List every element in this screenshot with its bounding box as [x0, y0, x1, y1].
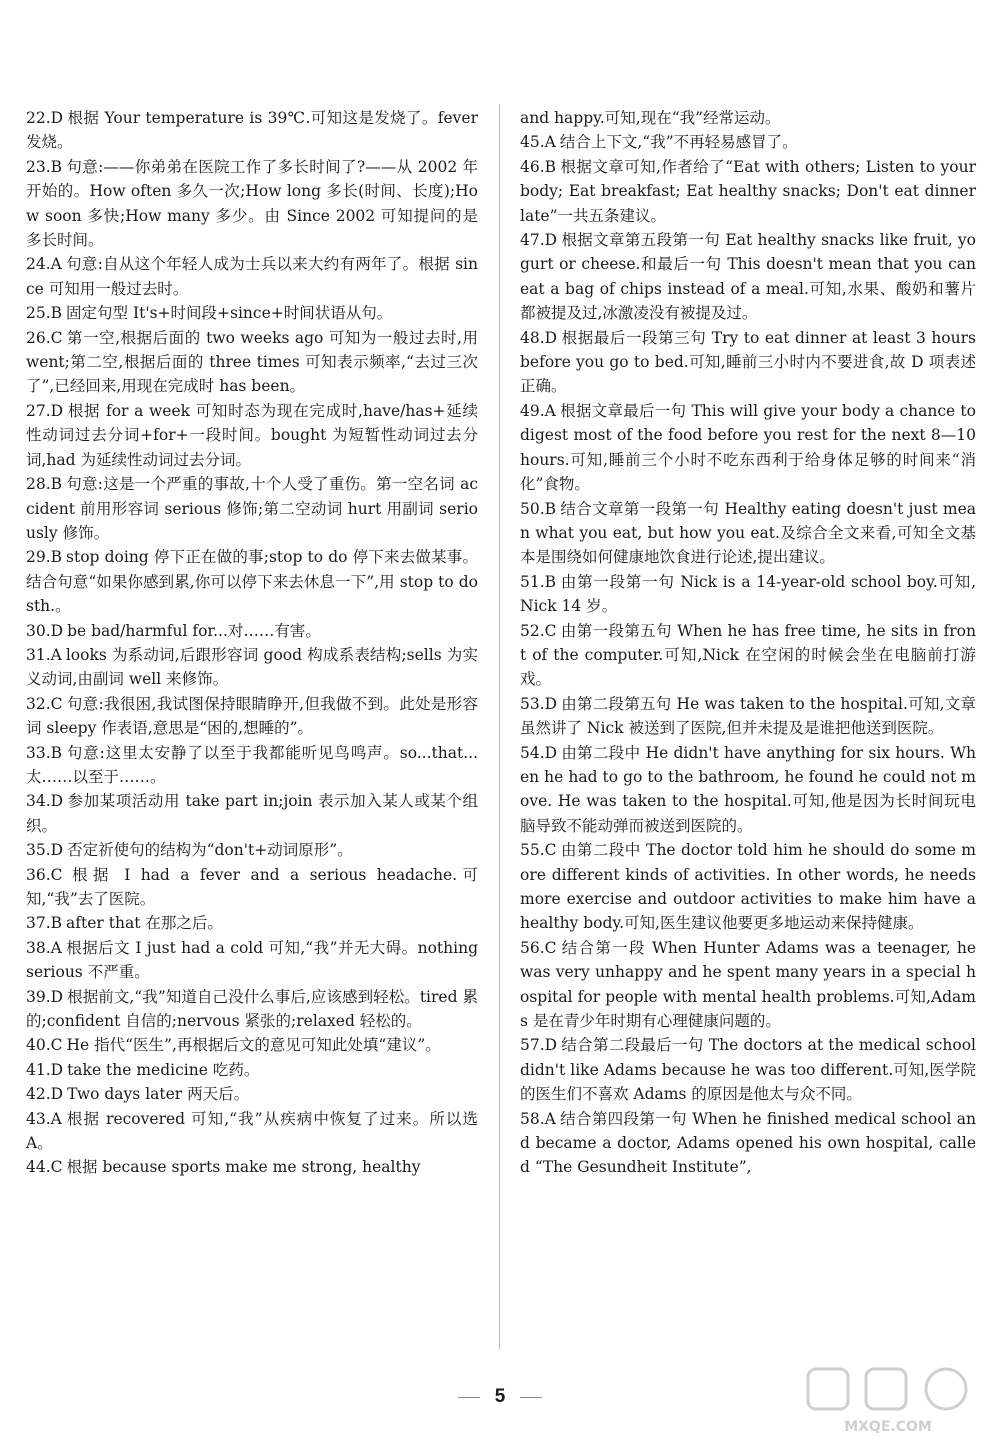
answer-explanation: 结合上下文,“我”不再轻易感冒了。 [559, 133, 798, 152]
answer-number: 44.C [26, 1158, 63, 1177]
answer-number: 29.B [26, 548, 63, 567]
answer-number: 37.B [26, 914, 63, 933]
answer-number: 27.D [26, 401, 64, 420]
answer-number: 49.A [520, 401, 556, 420]
answer-explanation: 根据 recovered 可知,“我”从疾病中恢复了过来。所以选 A。 [26, 1109, 478, 1153]
answer-explanation: take the medicine 吃药。 [67, 1060, 260, 1079]
answer-entry [520, 619, 976, 692]
answer-explanation: looks 为系动词,后跟形容词 good 构成系表结构;sells 为实义动词,由副词 well 来修饰。 [26, 645, 478, 689]
answer-entry [26, 1058, 478, 1082]
answer-entry [26, 741, 478, 790]
answer-number: 46.B [520, 157, 557, 176]
answer-number: 32.C [26, 694, 63, 713]
answer-number: 22.D [26, 109, 64, 127]
answer-explanation: 句意:这是一个严重的事故,十个人受了重伤。第一空名词 accident 前用形容词 serious 修饰;第二空动词 hurt 用副词 seriously 修饰。 [26, 475, 478, 542]
answer-number: 58.A [520, 1109, 556, 1128]
answer-explanation: 结合第二段最后一句 The doctors at the medical school didn't like Adams because he was too different.可知,医学院的医生们不喜欢 Adams 的原因是他太与众不同。 [520, 1036, 976, 1104]
answer-number: 42.D [26, 1085, 64, 1104]
answer-entry [520, 399, 976, 497]
answer-explanation: 根据 I had a fever and a serious headache.可知,“我”去了医院。 [26, 865, 478, 908]
answer-entry [26, 619, 478, 643]
answer-explanation: 由第二段中 He didn't have anything for six hours. When he had to go to the bathroom, he found he could not move. He was taken to the hospital.可知,他是因为长时间玩电脑导致不能动弹而被送到医院的。 [520, 743, 976, 835]
answer-explanation: 根据 Your temperature is 39℃.可知这是发烧了。fever 发烧。 [26, 109, 478, 152]
answer-number: 39.D [26, 987, 64, 1006]
answer-number: 56.C [520, 938, 557, 957]
answer-number: 33.B [26, 743, 63, 762]
answer-number: 51.B [520, 572, 557, 591]
answer-explanation: stop doing 停下正在做的事;stop to do 停下来去做某事。结合句意“如果你感到累,你可以停下来去休息一下”,用 stop to do sth.。 [26, 548, 478, 616]
watermark-text: MXQE.COM [844, 1419, 932, 1435]
answer-explanation: 根据文章第五段第一句 Eat healthy snacks like fruit, yogurt or cheese.和最后一句 This doesn't mean that you can eat a bag of chips instead of a meal.可知,水果、酸奶和薯片都被提及过,冰激凌没有被提及过。 [520, 231, 976, 323]
answer-entry [26, 301, 478, 325]
watermark-logo [788, 1365, 988, 1437]
answer-explanation: 由第二段第五句 He was taken to the hospital.可知,文章虽然讲了 Nick 被送到了医院,但并未提及是谁把他送到医院。 [520, 694, 976, 738]
answer-number: 28.B [26, 475, 63, 494]
answer-number: 24.A [26, 255, 62, 274]
answer-explanation: 句意:这里太安静了以至于我都能听见鸟鸣声。so...that...太……以至于……。 [26, 743, 478, 786]
answer-number: 40.C [26, 1036, 63, 1055]
answer-entry [520, 741, 976, 839]
answer-entry [26, 106, 478, 155]
answer-entry [26, 545, 478, 618]
answer-explanation: 结合第一段 When Hunter Adams was a teenager, he was very unhappy and he spent many years in a special hospital for people with mental health problems.可知,Adams 是在青少年时期有心理健康问题的。 [520, 938, 976, 1031]
answer-entry [26, 1033, 478, 1057]
answer-entry [520, 130, 976, 154]
answer-explanation: 根据后文 I just had a cold 可知,“我”并无大碍。nothing serious 不严重。 [26, 938, 478, 982]
answer-entry [26, 1155, 478, 1179]
answer-explanation: 根据前文,“我”知道自己没什么事后,应该感到轻松。tired 累的;confident 自信的;nervous 紧张的;relaxed 轻松的。 [26, 987, 478, 1031]
answer-entry [26, 911, 478, 935]
answer-entry [26, 985, 478, 1034]
answer-number: 47.D [520, 231, 558, 250]
answer-entry [26, 1082, 478, 1106]
answer-number: 31.A [26, 645, 62, 664]
answer-entry [26, 155, 478, 253]
answer-explanation: 结合文章第一段第一句 Healthy eating doesn't just mean what you eat, but how you eat.及综合全文来看,可知全文基本是围绕如何健康地饮食进行论述,提出建议。 [520, 499, 976, 567]
page-number: 5 [494, 1386, 506, 1407]
answer-explanation: He 指代“医生”,再根据后文的意见可知此处填“建议”。 [66, 1036, 441, 1055]
answer-entry [26, 789, 478, 838]
answer-explanation: 参加某项活动用 take part in;join 表示加入某人或某个组织。 [26, 792, 478, 835]
answer-number: 35.D [26, 841, 64, 860]
footer-dash-left [458, 1397, 480, 1398]
answer-number: 30.D [26, 621, 64, 640]
answer-number: 43.A [26, 1109, 62, 1128]
answer-explanation: 根据 because sports make me strong, healthy [66, 1158, 421, 1177]
answer-entry [26, 838, 478, 862]
answer-explanation: 否定祈使句的结构为“don't+动词原形”。 [67, 841, 353, 860]
answer-entry [26, 1107, 478, 1156]
answer-number: 36.C [26, 865, 63, 884]
answer-explanation: 由第一段第五句 When he has free time, he sits in front of the computer.可知,Nick 在空闲的时候会坐在电脑前打游戏。 [520, 621, 976, 689]
left-column [26, 106, 478, 1180]
answer-explanation: 根据 for a week 可知时态为现在完成时,have/has+延续性动词过去分词+for+一段时间。bought 为短暂性动词过去分词,had 为延续性动词过去分词。 [26, 401, 478, 469]
answer-number: 53.D [520, 694, 558, 713]
answer-entry [26, 252, 478, 301]
answer-entry [26, 643, 478, 692]
answer-number: 34.D [26, 792, 64, 811]
answer-number: 45.A [520, 133, 556, 152]
answer-entry [520, 570, 976, 619]
answer-entry [26, 472, 478, 545]
answer-explanation: 第一空,根据后面的 two weeks ago 可知为一般过去时,用 went;第二空,根据后面的 three times 可知表示频率,“去过三次了”,已经回来,用现在完成时 has been。 [26, 328, 478, 396]
answer-number: 48.D [520, 328, 558, 347]
answer-entry [520, 155, 976, 228]
answer-explanation: and happy.可知,现在“我”经常运动。 [520, 109, 781, 127]
answer-entry [520, 106, 976, 130]
answer-explanation: 根据最后一段第三句 Try to eat dinner at least 3 hours before you go to bed.可知,睡前三小时内不要进食,故 D 项表述正确。 [520, 328, 976, 396]
answer-explanation: 由第一段第一句 Nick is a 14-year-old school boy.可知,Nick 14 岁。 [520, 572, 976, 616]
answer-entry [520, 1107, 976, 1180]
answer-number: 38.A [26, 938, 62, 957]
answer-explanation: 根据文章可知,作者给了“Eat with others; Listen to your body; Eat breakfast; Eat healthy snacks; Don't eat dinner late”一共五条建议。 [520, 157, 976, 225]
answer-entry [26, 936, 478, 985]
answer-entry [520, 228, 976, 326]
answer-explanation: 结合第四段第一句 When he finished medical school and became a doctor, Adams opened his own hospital, called “The Gesundheit Institute”, [520, 1109, 976, 1177]
answer-entry [26, 692, 478, 741]
answer-number: 57.D [520, 1036, 558, 1055]
right-column [520, 106, 976, 1180]
answer-entry [520, 838, 976, 936]
answer-entry [520, 1033, 976, 1106]
answer-entry [26, 399, 478, 472]
answer-explanation: 固定句型 It's+时间段+since+时间状语从句。 [66, 304, 393, 323]
footer-dash-right [520, 1397, 542, 1398]
answer-stamp-icon [808, 1369, 966, 1409]
answer-number: 52.C [520, 621, 557, 640]
answer-number: 23.B [26, 157, 63, 176]
answer-explanation: 根据文章最后一句 This will give your body a chance to digest most of the food before you rest for the next 8—10 hours.可知,睡前三个小时不吃东西利于给身体足够的时间来“消化”食物。 [520, 401, 976, 494]
answer-number: 25.B [26, 304, 63, 323]
answer-explanation: 句意:——你弟弟在医院工作了多长时间了?——从 2002 年开始的。How often 多久一次;How long 多长(时间、长度);How soon 多快;How many 多少。由 Since 2002 可知提问的是多长时间。 [26, 157, 478, 250]
answer-number: 26.C [26, 328, 63, 347]
answer-explanation: 由第二段中 The doctor told him he should do some more different kinds of activities. In other words, he needs more exercise and outdoor activities to make him have a healthy body.可知,医生建议他要更多地运动来保持健康。 [520, 841, 976, 933]
answer-number: 55.C [520, 841, 557, 860]
answer-entry [520, 936, 976, 1034]
column-divider [499, 104, 500, 1349]
answer-entry [520, 497, 976, 570]
answer-explanation: Two days later 两天后。 [67, 1085, 250, 1104]
answer-entry [520, 692, 976, 741]
answer-number: 50.B [520, 499, 557, 518]
answer-entry [26, 863, 478, 912]
answer-number: 54.D [520, 743, 558, 762]
answer-explanation: be bad/harmful for...对……有害。 [67, 621, 321, 640]
answer-entry [520, 326, 976, 399]
answer-entry [26, 326, 478, 399]
answer-explanation: 句意:自从这个年轻人成为士兵以来大约有两年了。根据 since 可知用一般过去时。 [26, 255, 478, 298]
answer-explanation: after that 在那之后。 [66, 914, 223, 933]
answer-explanation: 句意:我很困,我试图保持眼睛睁开,但我做不到。此处是形容词 sleepy 作表语,意思是“困的,想睡的”。 [26, 694, 478, 738]
answer-number: 41.D [26, 1060, 64, 1079]
